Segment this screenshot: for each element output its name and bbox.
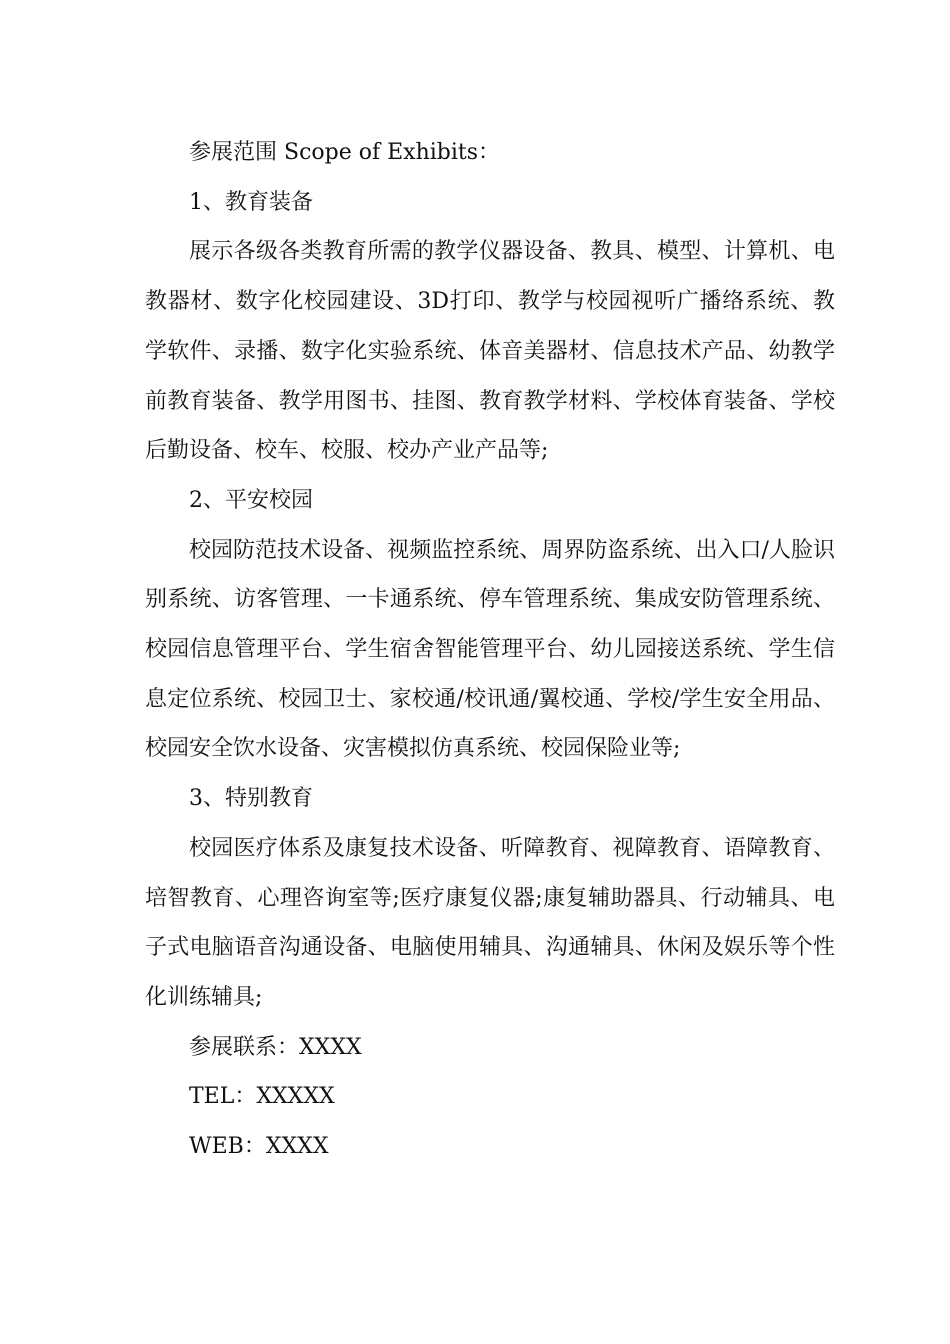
- section-2-body: 校园防范技术设备、视频监控系统、周界防盗系统、出入口/人脸识别系统、访客管理、一卡通系统、停车管理系统、集成安防管理系统、校园信息管理平台、学生宿舍智能管理平台、幼儿园接送系统、学生信息定位系统、校园卫士、家校通/校讯通/翼校通、学校/学生安全用品、校园安全饮水设备、灾害模拟仿真系统、校园保险业等;: [145, 537, 835, 762]
- document-body: [145, 128, 835, 1172]
- section-1-heading: 1、教育装备: [189, 189, 313, 215]
- section-1-body: 展示各级各类教育所需的教学仪器设备、教具、模型、计算机、电教器材、数字化校园建设、3D打印、教学与校园视听广播络系统、教学软件、录播、数字化实验系统、体音美器材、信息技术产品、幼教学前教育装备、教学用图书、挂图、教育教学材料、学校体育装备、学校后勤设备、校车、校服、校办产业产品等;: [145, 239, 835, 464]
- contact-line: 参展联系：XXXX: [189, 1034, 362, 1060]
- tel-line: TEL：XXXXX: [189, 1084, 335, 1110]
- section-2-heading: 2、平安校园: [189, 487, 313, 513]
- section-3-body: 校园医疗体系及康复技术设备、听障教育、视障教育、语障教育、培智教育、心理咨询室等;医疗康复仪器;康复辅助器具、行动辅具、电子式电脑语音沟通设备、电脑使用辅具、沟通辅具、休闲及娱乐等个性化训练辅具;: [145, 835, 835, 1010]
- web-line: WEB：XXXX: [189, 1134, 329, 1160]
- section-3-heading: 3、特别教育: [189, 786, 313, 812]
- scope-title: 参展范围 Scope of Exhibits：: [189, 140, 501, 165]
